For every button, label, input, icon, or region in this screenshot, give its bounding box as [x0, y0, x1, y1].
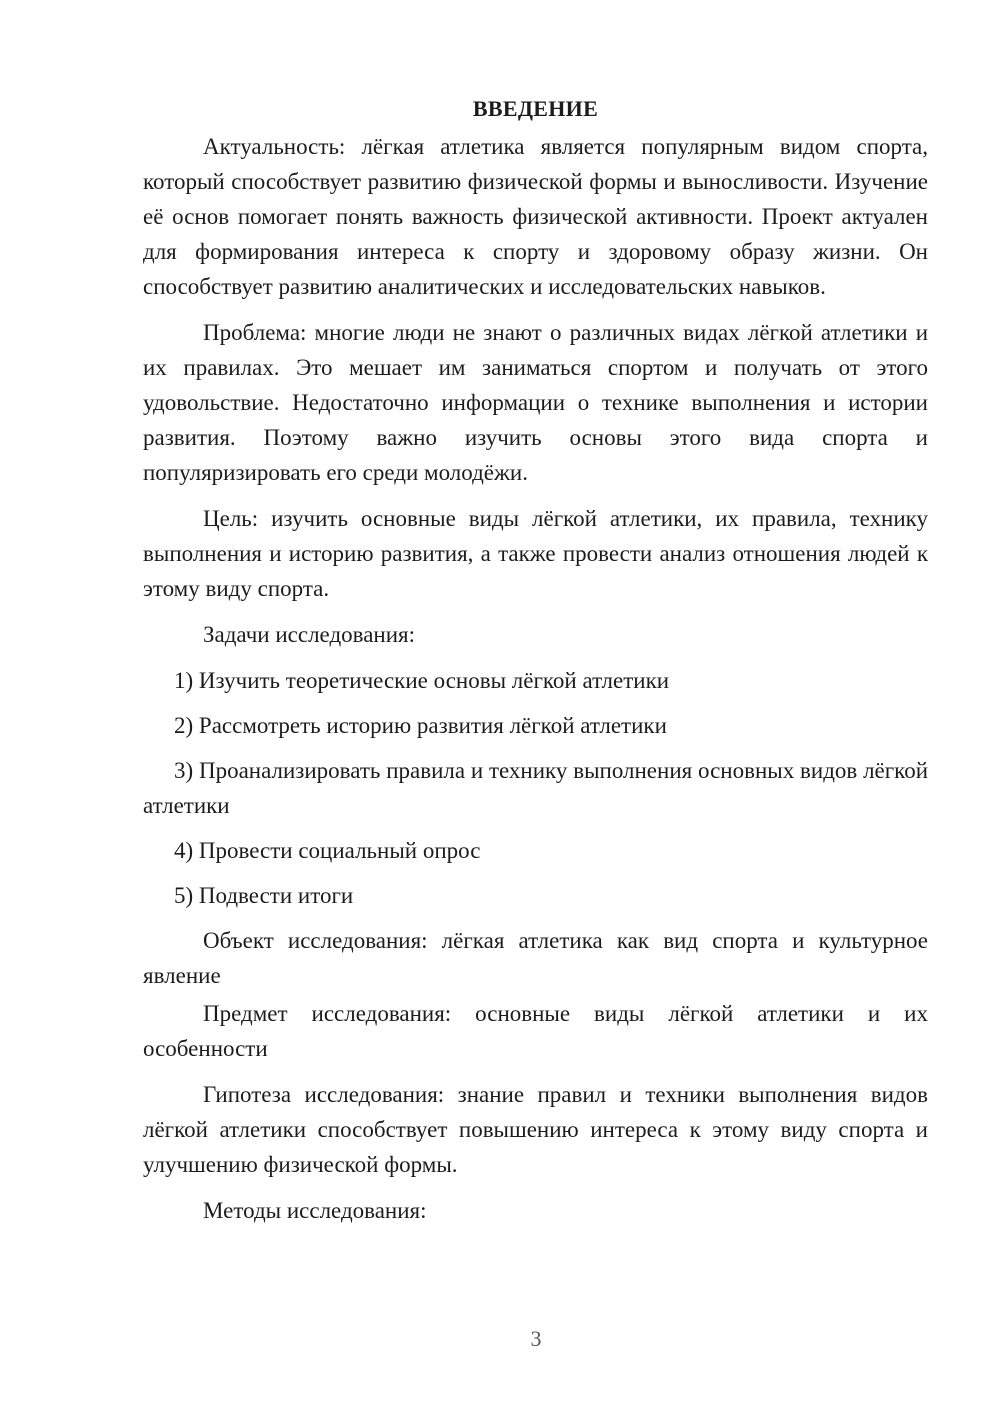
list-item: 4) Провести социальный опрос	[174, 838, 481, 863]
subject-paragraph: Предмет исследования: основные виды лёгкой атлетики и их особенности	[143, 1001, 928, 1061]
tasks-heading: Задачи исследования:	[203, 622, 416, 647]
page-number: 3	[530, 1326, 542, 1351]
relevance-paragraph: Актуальность: лёгкая атлетика является популярным видом спорта, который способствует развитию физической формы и выносливости. Изучение её основ помогает понять важность физической активности. Проект актуален для формирования интереса к спорту и здоровому образу жизни. Он способствует развитию аналитических и исследовательских навыков.	[143, 134, 928, 299]
object-paragraph: Объект исследования: лёгкая атлетика как вид спорта и культурное явление	[143, 928, 928, 988]
page-title: ВВЕДЕНИЕ	[472, 96, 599, 121]
methods-heading: Методы исследования:	[203, 1198, 427, 1223]
list-item: 3) Проанализировать правила и технику выполнения основных видов лёгкой атлетики	[143, 758, 928, 818]
page-content	[143, 92, 928, 1239]
list-item: 2) Рассмотреть историю развития лёгкой атлетики	[174, 713, 667, 738]
tasks-list	[143, 663, 928, 913]
list-item: 1) Изучить теоретические основы лёгкой атлетики	[174, 668, 670, 693]
hypothesis-paragraph: Гипотеза исследования: знание правил и техники выполнения видов лёгкой атлетики способствует повышению интереса к этому виду спорта и улучшению физической формы.	[143, 1082, 928, 1177]
problem-paragraph: Проблема: многие люди не знают о различных видах лёгкой атлетики и их правилах. Это мешает им заниматься спортом и получать от этого удовольствие. Недостаточно информации о технике выполнения и истории развития. Поэтому важно изучить основы этого вида спорта и популяризировать его среди молодёжи.	[143, 320, 928, 485]
list-item: 5) Подвести итоги	[174, 883, 354, 908]
goal-paragraph: Цель: изучить основные виды лёгкой атлетики, их правила, технику выполнения и историю развития, а также провести анализ отношения людей к этому виду спорта.	[143, 506, 928, 601]
